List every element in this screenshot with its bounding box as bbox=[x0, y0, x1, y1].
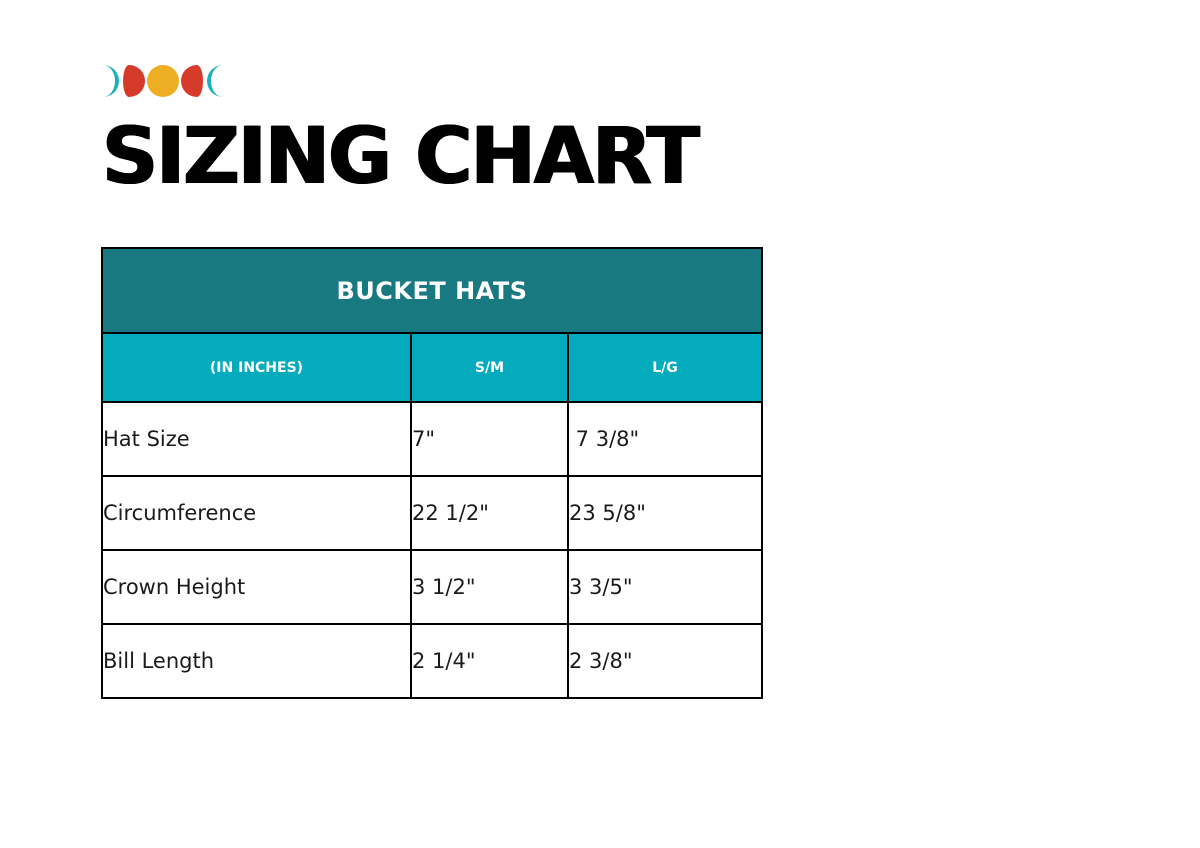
column-header-sm: S/M bbox=[411, 333, 568, 402]
row-label: Crown Height bbox=[102, 550, 411, 624]
table-row bbox=[102, 402, 762, 476]
cell-sm: 22 1/2" bbox=[411, 476, 568, 550]
full-moon-yellow-icon bbox=[147, 65, 179, 97]
crescent-right-teal-icon bbox=[103, 65, 119, 97]
table-caption-row bbox=[102, 248, 762, 333]
table-header-row bbox=[102, 333, 762, 402]
table-row bbox=[102, 550, 762, 624]
table-caption: BUCKET HATS bbox=[102, 248, 762, 333]
row-label: Circumference bbox=[102, 476, 411, 550]
cell-sm: 7" bbox=[411, 402, 568, 476]
gibbous-right-red-icon bbox=[123, 65, 145, 97]
column-header-lg: L/G bbox=[568, 333, 762, 402]
cell-lg: 23 5/8" bbox=[568, 476, 762, 550]
table-row bbox=[102, 476, 762, 550]
moon-phases-icon bbox=[101, 64, 226, 98]
table-row bbox=[102, 624, 762, 698]
cell-lg: 3 3/5" bbox=[568, 550, 762, 624]
row-label: Hat Size bbox=[102, 402, 411, 476]
sizing-table bbox=[101, 247, 763, 699]
cell-lg: 7 3/8" bbox=[568, 402, 762, 476]
row-label: Bill Length bbox=[102, 624, 411, 698]
gibbous-left-red-icon bbox=[181, 65, 203, 97]
cell-sm: 3 1/2" bbox=[411, 550, 568, 624]
cell-lg: 2 3/8" bbox=[568, 624, 762, 698]
cell-sm: 2 1/4" bbox=[411, 624, 568, 698]
column-header-units: (IN INCHES) bbox=[102, 333, 411, 402]
crescent-left-teal-icon bbox=[207, 65, 223, 97]
page-title: SIZING CHART bbox=[101, 112, 697, 202]
